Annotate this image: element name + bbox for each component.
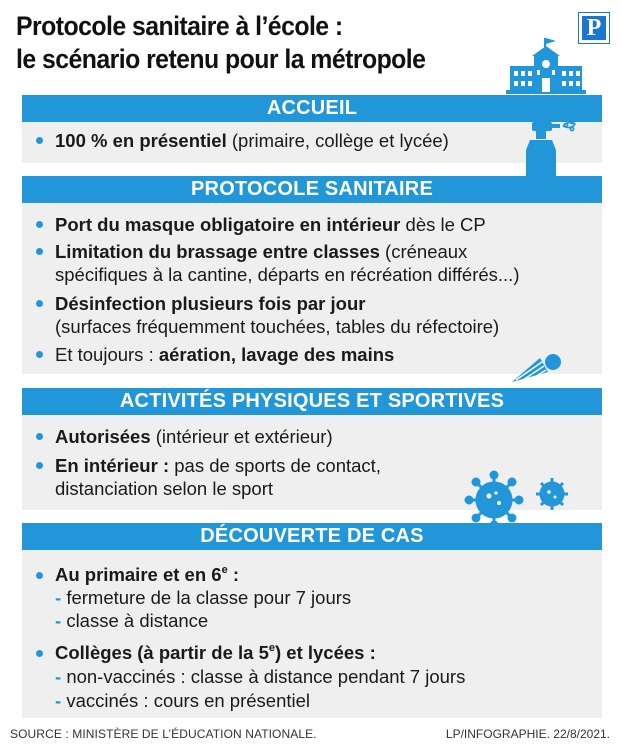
logo-letter: P bbox=[582, 16, 606, 40]
title-line-2: le scénario retenu pour la métropole bbox=[16, 44, 426, 74]
bullet bbox=[36, 300, 43, 307]
bullet bbox=[36, 462, 43, 469]
bullet bbox=[36, 137, 43, 144]
protocole-item-1: Port du masque obligatoire en intérieur dès le CP bbox=[55, 214, 486, 235]
cas-item-2-sub-2: - vaccinés : cours en présentiel bbox=[55, 690, 311, 711]
cas-item-1: Au primaire et en 6e : bbox=[55, 563, 239, 585]
activites-item-1: Autorisées (intérieur et extérieur) bbox=[55, 426, 333, 447]
page-title bbox=[16, 10, 425, 76]
bullet bbox=[36, 221, 43, 228]
protocole-item-3: Désinfection plusieurs fois par jour bbox=[55, 293, 366, 314]
cas-item-2-sub-1: - non-vaccinés : classe à distance pendant 7 jours bbox=[55, 666, 466, 687]
spray-bottle-icon bbox=[522, 118, 582, 180]
cas-item-1-sub-1: - fermeture de la classe pour 7 jours bbox=[55, 587, 352, 608]
cas-item-2: Collèges (à partir de la 5e) et lycées : bbox=[55, 641, 376, 663]
bullet bbox=[36, 351, 43, 358]
source-note: SOURCE : MINISTÈRE DE L’ÉDUCATION NATIONALE. bbox=[10, 727, 317, 741]
protocole-item-2-line-2: spécifiques à la cantine, départs en récréation différés...) bbox=[55, 264, 520, 285]
activites-item-2-line-2: distanciation selon le sport bbox=[55, 478, 274, 499]
school-icon bbox=[506, 38, 586, 94]
virus-icon bbox=[460, 470, 580, 530]
bullet bbox=[36, 572, 43, 579]
accueil-item-1: 100 % en présentiel (primaire, collège et lycée) bbox=[55, 130, 449, 151]
shuttlecock-icon bbox=[510, 352, 564, 392]
section-header-cas: DÉCOUVERTE DE CAS bbox=[22, 523, 602, 550]
protocole-item-3-line-2: (surfaces fréquemment touchées, tables du réfectoire) bbox=[55, 316, 500, 337]
protocole-item-4: Et toujours : aération, lavage des mains bbox=[55, 344, 395, 365]
title-line-1: Protocole sanitaire à l’école : bbox=[16, 11, 343, 41]
bullet bbox=[36, 650, 43, 657]
section-header-protocole: PROTOCOLE SANITAIRE bbox=[22, 176, 602, 203]
credit-note: LP/INFOGRAPHIE. 22/8/2021. bbox=[445, 727, 610, 741]
protocole-item-2: Limitation du brassage entre classes (créneaux bbox=[55, 241, 468, 262]
section-header-activites: ACTIVITÉS PHYSIQUES ET SPORTIVES bbox=[22, 388, 602, 415]
section-header-accueil: ACCUEIL bbox=[22, 95, 602, 122]
activites-item-2: En intérieur : pas de sports de contact, bbox=[55, 455, 381, 476]
bullet bbox=[36, 248, 43, 255]
bullet bbox=[36, 433, 43, 440]
cas-item-1-sub-2: - classe à distance bbox=[55, 610, 209, 631]
